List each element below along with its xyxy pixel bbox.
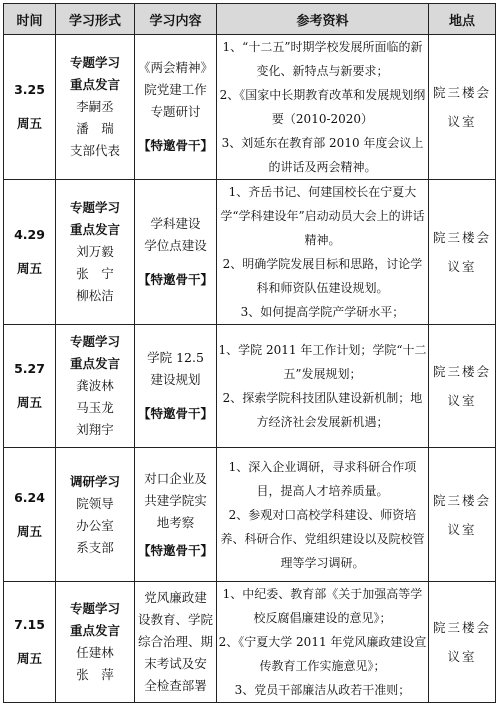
form-cell bbox=[56, 448, 135, 582]
content-line: 末考试及安 bbox=[144, 656, 207, 671]
date: 6.24 bbox=[14, 489, 45, 505]
place-cell: 院三楼会议室 bbox=[429, 325, 496, 448]
place-cell: 院三楼会议室 bbox=[429, 582, 496, 703]
speaker: 办公室 bbox=[76, 517, 114, 533]
date: 7.15 bbox=[14, 617, 45, 632]
guest-label: 【特邀骨干】 bbox=[137, 138, 213, 153]
table-row bbox=[4, 448, 496, 582]
place-cell: 院三楼会议室 bbox=[429, 448, 496, 582]
place-cell: 院三楼会议室 bbox=[429, 35, 496, 180]
date: 5.27 bbox=[14, 361, 45, 376]
speaker: 李嗣丞 bbox=[76, 99, 114, 114]
form-cell bbox=[56, 35, 135, 180]
content-cell bbox=[135, 180, 217, 325]
reference-item: 1、齐岳书记、何建国校长在宁夏大学“学科建设年”启动动员大会上的讲话精神。 bbox=[220, 185, 425, 247]
date-cell bbox=[4, 582, 56, 703]
header-row bbox=[4, 4, 496, 35]
content-line: 对口企业及 bbox=[144, 470, 207, 486]
header-time: 时间 bbox=[4, 4, 56, 35]
content-line: 地考察 bbox=[156, 514, 195, 530]
content-cell bbox=[135, 35, 217, 180]
weekday: 周五 bbox=[16, 395, 42, 410]
reference-item: 2、《国家中长期教育改革和发展规划纲要（2010-2020） bbox=[219, 88, 426, 126]
date-cell bbox=[4, 180, 56, 325]
content-line: 专题研讨 bbox=[150, 104, 201, 119]
content-cell bbox=[135, 325, 217, 448]
form-type: 专题学习 bbox=[69, 200, 120, 215]
table-row bbox=[4, 180, 496, 325]
date: 3.25 bbox=[14, 82, 45, 97]
content-line: 院党建工作 bbox=[144, 82, 207, 97]
content-line: 学院 12.5 bbox=[147, 350, 204, 365]
reference-item: 1、中纪委、教育部《关于加强高等学校反腐倡廉建设的意见》； bbox=[222, 587, 423, 625]
content-cell bbox=[135, 448, 217, 582]
reference-item: 2、明确学院发展目标和思路，讨论学科和师资队伍建设规划。 bbox=[222, 257, 423, 295]
reference-item: 3、党员干部廉洁从政若干准则； bbox=[234, 683, 411, 697]
study-schedule-table bbox=[3, 3, 496, 703]
weekday: 周五 bbox=[16, 523, 42, 539]
content-line: 建设规划 bbox=[150, 372, 201, 387]
place-cell: 院三楼会议室 bbox=[429, 180, 496, 325]
form-kind: 重点发言 bbox=[69, 222, 120, 237]
guest-label: 【特邀骨干】 bbox=[137, 406, 213, 421]
references-cell bbox=[217, 582, 429, 703]
content-line: 学位点建设 bbox=[144, 238, 207, 253]
reference-item: 1、“十二五”时期学校发展所面临的新变化、新特点与新要求； bbox=[222, 40, 423, 78]
form-kind: 重点发言 bbox=[69, 356, 120, 371]
table-row bbox=[4, 35, 496, 180]
header-place: 地点 bbox=[429, 4, 496, 35]
content-line: 全检查部署 bbox=[144, 678, 207, 693]
references-cell bbox=[217, 448, 429, 582]
reference-item: 3、刘延东在教育部 2010 年度会议上的讲话及两会精神。 bbox=[221, 136, 424, 174]
reference-item: 1、学院 2011 年工作计划；学院“十二五”发展规划； bbox=[218, 343, 427, 381]
form-type: 专题学习 bbox=[69, 55, 120, 70]
content-line: 综合治理、期 bbox=[137, 634, 213, 649]
guest-label: 【特邀骨干】 bbox=[137, 542, 213, 558]
form-kind: 重点发言 bbox=[69, 623, 120, 638]
speaker: 马玉龙 bbox=[76, 400, 114, 415]
header-references: 参考资料 bbox=[217, 4, 429, 35]
speaker: 支部代表 bbox=[69, 143, 120, 158]
form-cell bbox=[56, 325, 135, 448]
speaker: 龚波林 bbox=[76, 378, 114, 393]
form-type: 专题学习 bbox=[69, 601, 120, 616]
content-line: 共建学院实 bbox=[144, 492, 207, 508]
speaker: 院领导 bbox=[76, 495, 114, 511]
speaker: 张 萍 bbox=[76, 667, 114, 682]
form-type: 专题学习 bbox=[69, 334, 120, 349]
table-row bbox=[4, 325, 496, 448]
content-line: 党风廉政建 bbox=[144, 590, 207, 605]
reference-item: 1、深入企业调研，寻求科研合作项目，提高人才培养质量。 bbox=[228, 459, 417, 498]
weekday: 周五 bbox=[16, 116, 42, 131]
content-line: 《两会精神》 bbox=[137, 60, 213, 75]
speaker: 刘万毅 bbox=[76, 244, 114, 259]
date-cell bbox=[4, 35, 56, 180]
speaker: 柳松洁 bbox=[76, 288, 114, 303]
speaker: 系支部 bbox=[76, 539, 114, 555]
date-cell bbox=[4, 325, 56, 448]
form-cell bbox=[56, 180, 135, 325]
form-kind: 重点发言 bbox=[69, 77, 120, 92]
reference-item: 2、参观对口高校学科建设、师资培养、科研合作、党组织建设以及院校管理等学习调研。 bbox=[220, 507, 425, 570]
header-form: 学习形式 bbox=[56, 4, 135, 35]
weekday: 周五 bbox=[16, 261, 42, 276]
guest-label: 【特邀骨干】 bbox=[137, 272, 213, 287]
speaker: 张 宁 bbox=[76, 266, 114, 281]
reference-item: 2、探索学院科技团队建设新机制；地方经济社会发展新机遇； bbox=[222, 391, 423, 429]
references-cell bbox=[217, 180, 429, 325]
content-cell bbox=[135, 582, 217, 703]
header-content: 学习内容 bbox=[135, 4, 217, 35]
date: 4.29 bbox=[14, 227, 45, 242]
references-cell bbox=[217, 325, 429, 448]
reference-item: 2、《宁夏大学 2011 年党风廉政建设宣传教育工作实施意见》； bbox=[218, 635, 427, 673]
references-cell bbox=[217, 35, 429, 180]
weekday: 周五 bbox=[16, 651, 42, 666]
form-type: 调研学习 bbox=[69, 473, 120, 489]
form-cell bbox=[56, 582, 135, 703]
speaker: 潘 瑞 bbox=[76, 121, 114, 136]
table-row bbox=[4, 582, 496, 703]
speaker: 任建林 bbox=[76, 645, 114, 660]
speaker: 刘翔宇 bbox=[76, 422, 114, 437]
date-cell bbox=[4, 448, 56, 582]
reference-item: 3、如何提高学院产学研水平； bbox=[240, 305, 405, 319]
content-line: 设教育、学院 bbox=[137, 612, 213, 627]
content-line: 学科建设 bbox=[150, 216, 201, 231]
